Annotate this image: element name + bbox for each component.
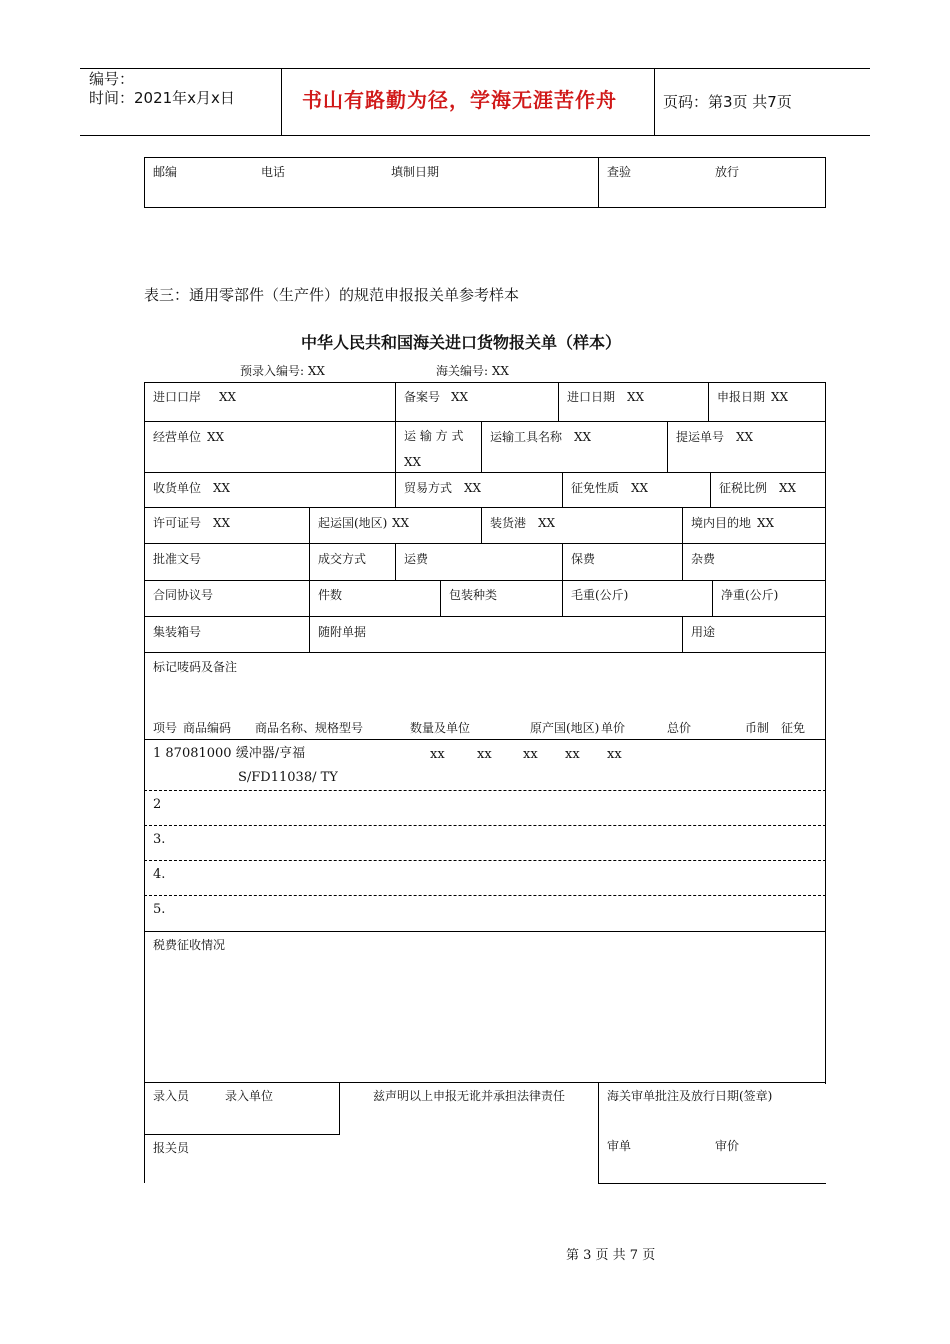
misc-fee-label: 杂费 — [691, 552, 716, 566]
inspect-label: 查验 — [607, 165, 632, 179]
release-label: 放行 — [715, 165, 740, 179]
documents-label: 随附单据 — [318, 625, 367, 639]
header-motto: 书山有路勤为径，学海无涯苦作舟 — [302, 88, 617, 112]
trade-mode-label: 贸易方式 — [404, 481, 453, 495]
qty-header: 数量及单位 — [410, 721, 471, 735]
consignee-value: XX — [213, 481, 231, 495]
page-footer: 第 3 页 共 7 页 — [566, 1248, 656, 1263]
exemption-nature-value: XX — [631, 481, 649, 495]
item-no-header: 项号 — [153, 721, 178, 735]
import-port-value: XX — [219, 390, 237, 404]
bill-number-value: XX — [736, 430, 754, 444]
marks-label: 标记唛码及备注 — [153, 660, 238, 674]
pieces-label: 件数 — [318, 588, 343, 602]
origin-country-value: XX — [392, 516, 410, 530]
declare-date-value: XX — [771, 390, 789, 404]
bill-number-label: 提运单号 — [676, 430, 725, 444]
pre-entry-number: 预录入编号: XX — [240, 364, 325, 378]
entry-unit-label: 录入单位 — [225, 1089, 274, 1103]
tax-ratio-value: XX — [779, 481, 797, 495]
approval-number-label: 批准文号 — [153, 552, 202, 566]
table-caption: 表三：通用零部件（生产件）的规范申报报关单参考样本 — [144, 286, 520, 304]
item-1-line2: S/FD11038/ TY — [238, 770, 338, 785]
review-label: 审单 — [607, 1139, 632, 1153]
exempt-header: 征免 — [781, 721, 806, 735]
table-row: 2 — [153, 797, 162, 812]
tax-ratio-label: 征税比例 — [719, 481, 768, 495]
consignee-label: 收货单位 — [153, 481, 202, 495]
net-weight-label: 净重(公斤) — [721, 588, 779, 602]
item-1-value: xx — [607, 747, 622, 762]
insurance-label: 保费 — [571, 552, 596, 566]
name-header: 商品名称、规格型号 — [255, 721, 364, 735]
tax-collection-label: 税费征收情况 — [153, 938, 226, 952]
transport-mode-value: XX — [404, 455, 422, 469]
gross-weight-label: 毛重(公斤) — [571, 588, 629, 602]
fill-date-label: 填制日期 — [391, 165, 440, 179]
origin-header: 原产国(地区) — [530, 721, 600, 735]
approval-note-label: 海关审单批注及放行日期(签章) — [607, 1089, 773, 1103]
unit-price-header: 单价 — [601, 721, 626, 735]
item-1-value: xx — [523, 747, 538, 762]
price-review-label: 审价 — [715, 1139, 740, 1153]
transport-name-label: 运输工具名称 — [490, 430, 563, 444]
header-divider-left — [281, 68, 282, 136]
origin-country-label: 起运国(地区) — [318, 516, 388, 530]
container-label: 集装箱号 — [153, 625, 202, 639]
total-header: 总价 — [667, 721, 692, 735]
license-value: XX — [213, 516, 231, 530]
header-bottom-rule — [80, 135, 870, 136]
zip-label: 邮编 — [153, 165, 178, 179]
page-info: 页码：第3页 共7页 — [663, 93, 792, 111]
operator-label: 经营单位 — [153, 430, 202, 444]
entry-clerk-label: 录入员 — [153, 1089, 190, 1103]
form-title: 中华人民共和国海关进口货物报关单（样本） — [301, 333, 622, 352]
declare-date-label: 申报日期 — [717, 390, 766, 404]
table-row: 5. — [153, 902, 166, 917]
trade-mode-value: XX — [464, 481, 482, 495]
packing-label: 包装种类 — [449, 588, 498, 602]
header-divider-right — [654, 68, 655, 136]
contract-label: 合同协议号 — [153, 588, 214, 602]
declaration-text: 兹声明以上申报无讹并承担法律责任 — [373, 1089, 566, 1103]
destination-label: 境内目的地 — [691, 516, 752, 530]
document-time-label: 时间：2021年x月x日 — [89, 89, 235, 107]
import-port-label: 进口口岸 — [153, 390, 202, 404]
broker-label: 报关员 — [153, 1141, 190, 1155]
deal-mode-label: 成交方式 — [318, 552, 367, 566]
loading-port-label: 装货港 — [490, 516, 527, 530]
table-row: 3. — [153, 832, 166, 847]
loading-port-value: XX — [538, 516, 556, 530]
destination-value: XX — [757, 516, 775, 530]
transport-name-value: XX — [574, 430, 592, 444]
usage-label: 用途 — [691, 625, 716, 639]
phone-label: 电话 — [261, 165, 286, 179]
code-header: 商品编码 — [183, 721, 232, 735]
table-row: 4. — [153, 867, 166, 882]
freight-label: 运费 — [404, 552, 429, 566]
item-1-value: xx — [565, 747, 580, 762]
item-1-line1: 1 87081000 缓冲器/亨福 — [153, 746, 306, 761]
record-number-label: 备案号 — [404, 390, 441, 404]
currency-header: 币制 — [745, 721, 770, 735]
import-date-label: 进口日期 — [567, 390, 616, 404]
transport-mode-label: 运 输 方 式 — [404, 429, 464, 443]
header-top-rule — [80, 68, 870, 69]
exemption-nature-label: 征免性质 — [571, 481, 620, 495]
license-label: 许可证号 — [153, 516, 202, 530]
operator-value: XX — [207, 430, 225, 444]
item-1-value: xx — [477, 747, 492, 762]
document-number-label: 编号： — [89, 70, 135, 88]
import-date-value: XX — [627, 390, 645, 404]
customs-number: 海关编号: XX — [436, 364, 509, 378]
item-1-value: xx — [430, 747, 445, 762]
record-number-value: XX — [451, 390, 469, 404]
